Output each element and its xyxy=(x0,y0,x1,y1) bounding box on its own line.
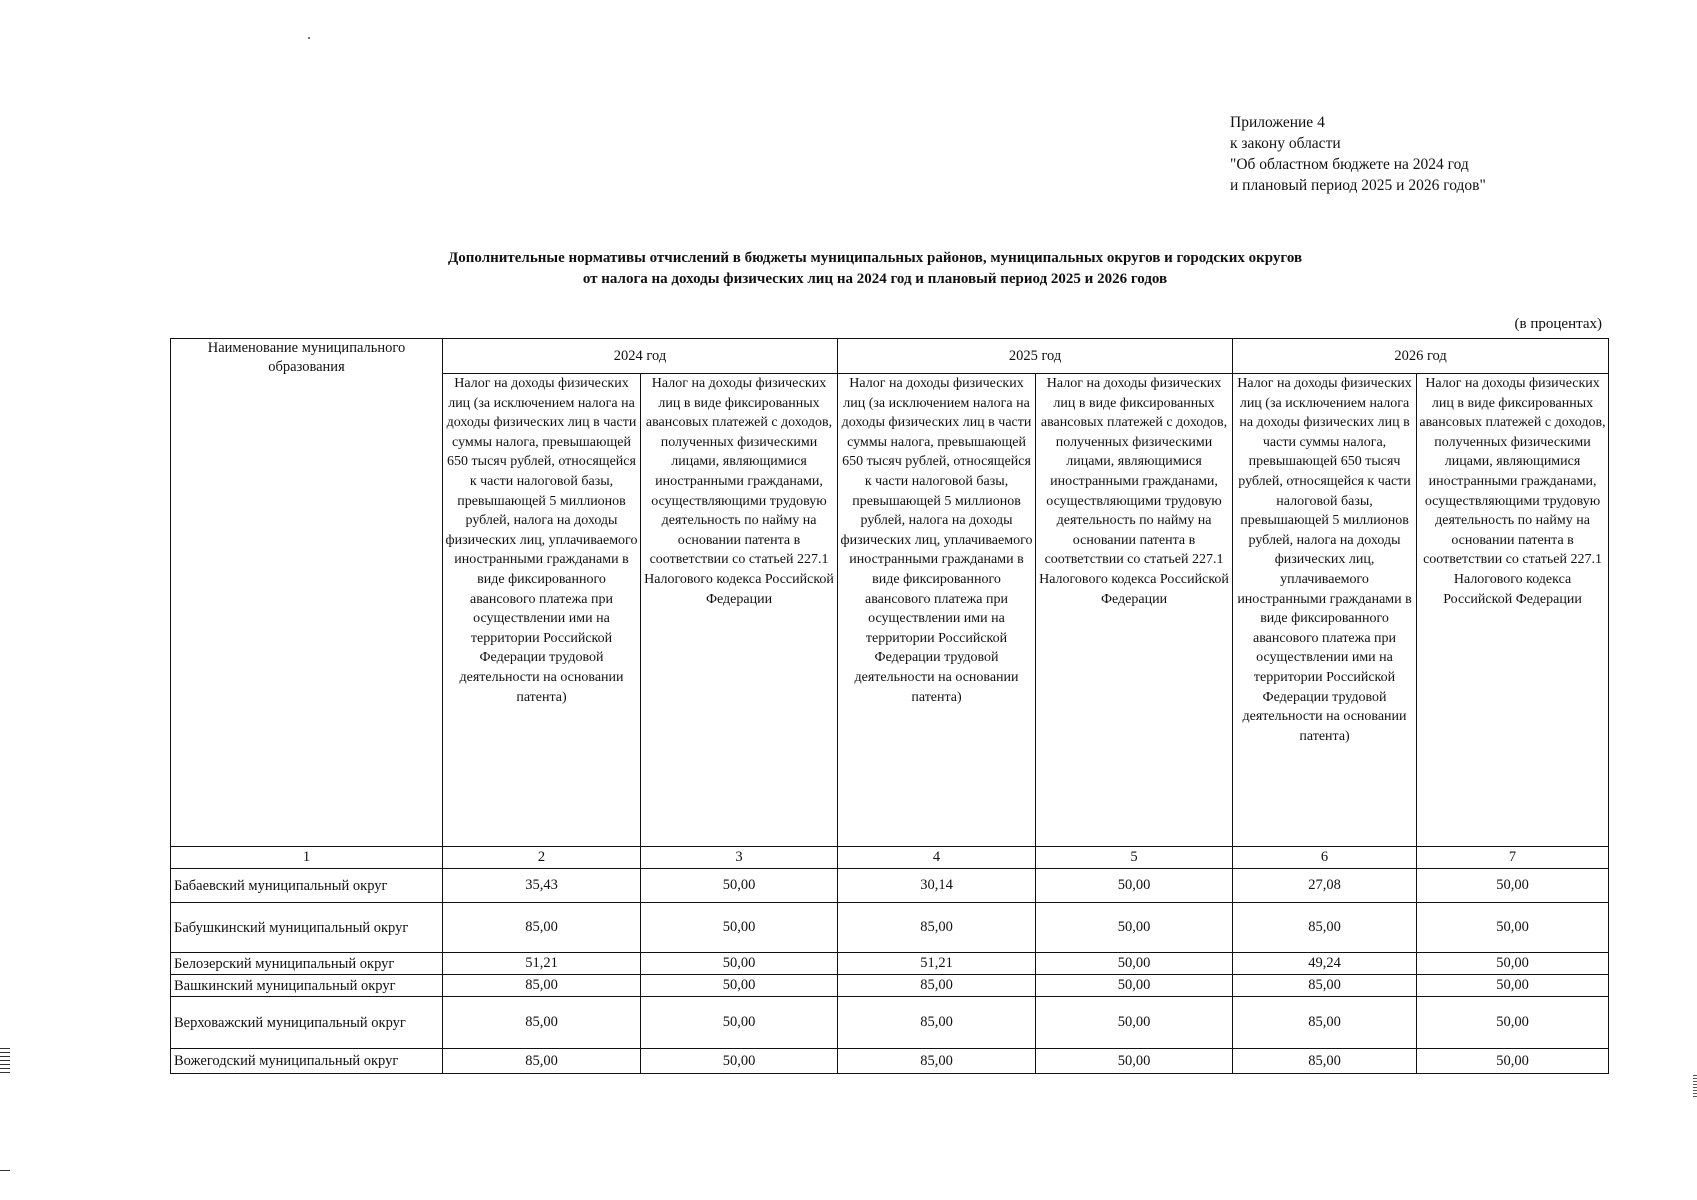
table-row xyxy=(171,869,1609,903)
column-number: 2 xyxy=(443,847,641,869)
column-number: 1 xyxy=(171,847,443,869)
column-number: 4 xyxy=(838,847,1036,869)
document-title xyxy=(300,248,1450,290)
table-cell: 50,00 xyxy=(1417,975,1609,997)
table-cell: 50,00 xyxy=(1417,953,1609,975)
table-cell: 50,00 xyxy=(641,903,838,953)
tax-column-header: Налог на доходы физических лиц в виде фиксированных авансовых платежей с доходов, полученных физическими лицами, являющимися иностранными гражданами, осуществляющими трудовую деятельность по найму на основании патента в соответствии со статьей 227.1 Налогового кодекса Российской Федерации xyxy=(1417,374,1609,847)
table-cell: 51,21 xyxy=(443,953,641,975)
table-cell: 50,00 xyxy=(1417,997,1609,1049)
appendix-line: "Об областном бюджете на 2024 год xyxy=(1230,156,1469,173)
year-header: 2025 год xyxy=(838,339,1233,374)
column-number: 3 xyxy=(641,847,838,869)
table-row xyxy=(171,975,1609,997)
appendix-reference xyxy=(1230,112,1486,196)
table-cell: 85,00 xyxy=(443,903,641,953)
appendix-line: к закону области xyxy=(1230,135,1341,152)
municipality-name: Бабаевский муниципальный округ xyxy=(171,869,443,903)
tax-column-header: Налог на доходы физических лиц (за исключением налога на доходы физических лиц в части суммы налога, превышающей 650 тысяч рублей, относящейся к части налоговой базы, превышающей 5 миллионов рублей, налога на доходы физических лиц, уплачиваемого иностранными гражданами в виде фиксированного авансового платежа при осуществлении ими на территории Российской Федерации трудовой деятельности на основании патента) xyxy=(838,374,1036,847)
municipality-name: Верховажский муниципальный округ xyxy=(171,997,443,1049)
year-header: 2026 год xyxy=(1233,339,1609,374)
table-cell: 27,08 xyxy=(1233,869,1417,903)
table-row xyxy=(171,903,1609,953)
table-cell: 49,24 xyxy=(1233,953,1417,975)
table-cell: 85,00 xyxy=(838,997,1036,1049)
tax-column-header: Налог на доходы физических лиц (за исключением налога на доходы физических лиц в части суммы налога, превышающей 650 тысяч рублей, относящейся к части налоговой базы, превышающей 5 миллионов рублей, налога на доходы физических лиц, уплачиваемого иностранными гражданами в виде фиксированного авансового платежа при осуществлении ими на территории Российской Федерации трудовой деятельности на основании патента) xyxy=(1233,374,1417,847)
column-number: 6 xyxy=(1233,847,1417,869)
table-cell: 85,00 xyxy=(443,997,641,1049)
tax-column-header: Налог на доходы физических лиц в виде фиксированных авансовых платежей с доходов, полученных физическими лицами, являющимися иностранными гражданами, осуществляющими трудовую деятельность по найму на основании патента в соответствии со статьей 227.1 Налогового кодекса Российской Федерации xyxy=(1036,374,1233,847)
table-row xyxy=(171,1049,1609,1074)
table-cell: 85,00 xyxy=(443,975,641,997)
units-note: (в процентах) xyxy=(1514,316,1602,332)
table-cell: 30,14 xyxy=(838,869,1036,903)
column-number-row xyxy=(171,847,1609,869)
tax-column-header: Налог на доходы физических лиц (за исключением налога на доходы физических лиц в части суммы налога, превышающей 650 тысяч рублей, относящейся к части налоговой базы, превышающей 5 миллионов рублей, налога на доходы физических лиц, уплачиваемого иностранными гражданами в виде фиксированного авансового платежа при осуществлении ими на территории Российской Федерации трудовой деятельности на основании патента) xyxy=(443,374,641,847)
table-cell: 50,00 xyxy=(1417,1049,1609,1074)
municipality-name: Вашкинский муниципальный округ xyxy=(171,975,443,997)
table-cell: 85,00 xyxy=(838,975,1036,997)
table-row xyxy=(171,997,1609,1049)
norms-table xyxy=(170,338,1609,1074)
table-cell: 50,00 xyxy=(641,869,838,903)
column-number: 5 xyxy=(1036,847,1233,869)
table-cell: 50,00 xyxy=(641,953,838,975)
header-year-row xyxy=(171,339,1609,374)
table-cell: 50,00 xyxy=(1036,975,1233,997)
scan-edge-marks-left xyxy=(0,1048,10,1076)
scan-speck xyxy=(308,37,310,39)
table-cell: 50,00 xyxy=(1036,903,1233,953)
table-row xyxy=(171,953,1609,975)
appendix-line: и плановый период 2025 и 2026 годов" xyxy=(1230,177,1486,194)
table-cell: 50,00 xyxy=(641,975,838,997)
table-cell: 85,00 xyxy=(1233,997,1417,1049)
title-line: Дополнительные нормативы отчислений в бюджеты муниципальных районов, муниципальных округов и городских округов xyxy=(447,250,1303,266)
title-line: от налога на доходы физических лиц на 2024 год и плановый период 2025 и 2026 годов xyxy=(582,271,1168,287)
table-cell: 51,21 xyxy=(838,953,1036,975)
table-cell: 50,00 xyxy=(641,997,838,1049)
table-cell: 85,00 xyxy=(838,1049,1036,1074)
table-cell: 85,00 xyxy=(443,1049,641,1074)
municipality-column-header: Наименование муниципального образования xyxy=(171,339,443,847)
table-cell: 85,00 xyxy=(1233,903,1417,953)
table-cell: 85,00 xyxy=(838,903,1036,953)
municipality-name: Вожегодский муниципальный округ xyxy=(171,1049,443,1074)
column-number: 7 xyxy=(1417,847,1609,869)
table-cell: 50,00 xyxy=(1036,997,1233,1049)
table-cell: 50,00 xyxy=(1036,1049,1233,1074)
table-cell: 85,00 xyxy=(1233,1049,1417,1074)
table-cell: 50,00 xyxy=(1417,903,1609,953)
table-cell: 50,00 xyxy=(641,1049,838,1074)
table-cell: 50,00 xyxy=(1417,869,1609,903)
table-cell: 35,43 xyxy=(443,869,641,903)
table-cell: 50,00 xyxy=(1036,869,1233,903)
table-cell: 85,00 xyxy=(1233,975,1417,997)
tax-column-header: Налог на доходы физических лиц в виде фиксированных авансовых платежей с доходов, полученных физическими лицами, являющимися иностранными гражданами, осуществляющими трудовую деятельность по найму на основании патента в соответствии со статьей 227.1 Налогового кодекса Российской Федерации xyxy=(641,374,838,847)
municipality-name: Бабушкинский муниципальный округ xyxy=(171,903,443,953)
year-header: 2024 год xyxy=(443,339,838,374)
municipality-name: Белозерский муниципальный округ xyxy=(171,953,443,975)
scan-edge-marks-right xyxy=(1693,1075,1697,1099)
scan-edge-mark-bottom xyxy=(0,1170,10,1171)
table-cell: 50,00 xyxy=(1036,953,1233,975)
appendix-line: Приложение 4 xyxy=(1230,114,1325,131)
